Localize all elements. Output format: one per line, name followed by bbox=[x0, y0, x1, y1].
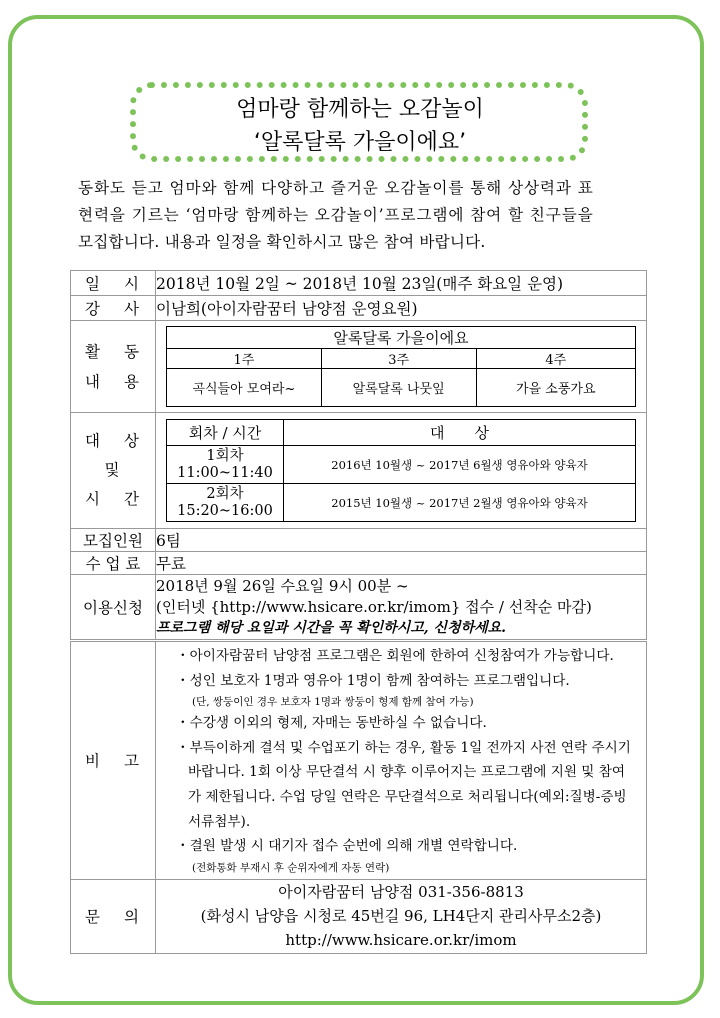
apply-line-2: (인터넷 {http://www.hsicare.or.kr/imom} 접수 / 선착순 마감) bbox=[156, 597, 592, 616]
intro-paragraph bbox=[78, 175, 644, 256]
week-1-header: 1주 bbox=[167, 349, 322, 369]
recruit-label: 모집인원 bbox=[71, 529, 156, 552]
instructor-label-b: 사 bbox=[124, 300, 141, 318]
target-label-3b: 간 bbox=[124, 490, 141, 508]
row-date bbox=[71, 271, 647, 296]
row-remarks bbox=[71, 641, 647, 880]
week-3-content: 알록달록 나뭇잎 bbox=[321, 369, 476, 407]
row-recruit bbox=[71, 529, 647, 552]
week-1-content: 곡식들아 모여라~ bbox=[167, 369, 322, 407]
date-label-a: 일 bbox=[85, 275, 102, 293]
row-activity bbox=[71, 321, 647, 413]
row-instructor bbox=[71, 296, 647, 321]
remark-1: ・아이자람꿈터 남양점 프로그램은 회원에 한하여 신청참여가 가능합니다. bbox=[176, 648, 614, 664]
target-label-1a: 대 bbox=[85, 432, 102, 450]
week-4-content: 가을 소풍가요 bbox=[476, 369, 635, 407]
session-1-target: 2016년 10월생 ~ 2017년 6월생 영유아와 양육자 bbox=[284, 446, 636, 484]
row-apply bbox=[71, 575, 647, 641]
contact-address: (화성시 남양읍 시청로 45번길 96, LH4단지 관리사무소2층) bbox=[200, 907, 602, 926]
activity-schedule-table bbox=[166, 326, 636, 407]
session-2-name: 2회차 bbox=[206, 485, 244, 502]
session-1-name: 1회차 bbox=[206, 447, 244, 464]
session-row-2 bbox=[167, 484, 636, 522]
contact-label-a: 문 bbox=[85, 908, 102, 927]
contact-label-b: 의 bbox=[124, 908, 141, 927]
recruit-value: 6팀 bbox=[156, 529, 647, 552]
session-2-time: 15:20~16:00 bbox=[177, 502, 273, 519]
remark-5: ・결원 발생 시 대기자 접수 순번에 의해 개별 연락합니다. bbox=[176, 838, 518, 855]
title-line-1: 엄마랑 함께하는 오감놀이 bbox=[236, 97, 484, 122]
remark-5-sub: (전화통화 부재시 후 순위자에게 자동 연락) bbox=[192, 861, 390, 874]
activity-label-b2: 용 bbox=[124, 372, 141, 391]
session-1-time: 11:00~11:40 bbox=[177, 464, 273, 481]
target-col-header: 대 상 bbox=[284, 420, 636, 446]
session-row-1 bbox=[167, 446, 636, 484]
intro-line-1: 동화도 듣고 엄마와 함께 다양하고 즐거운 오감놀이를 통해 상상력과 표 bbox=[78, 179, 594, 197]
activity-label-b1: 동 bbox=[124, 342, 141, 361]
apply-line-3: 프로그램 해당 요일과 시간을 꼭 확인하시고, 신청하세요. bbox=[156, 619, 507, 636]
intro-line-3: 모집합니다. 내용과 일정을 확인하시고 많은 참여 바랍니다. bbox=[78, 233, 486, 251]
fee-label: 수 업 료 bbox=[71, 552, 156, 575]
row-fee bbox=[71, 552, 647, 575]
intro-line-2: 현력을 기르는 ‘엄마랑 함께하는 오감놀이’프로그램에 참여 할 친구들을 bbox=[78, 206, 594, 224]
date-label-b: 시 bbox=[124, 275, 141, 293]
contact-url: http://www.hsicare.or.kr/imom bbox=[285, 931, 517, 950]
fee-value: 무료 bbox=[156, 552, 647, 575]
row-target bbox=[71, 413, 647, 529]
session-table bbox=[166, 419, 636, 522]
apply-line-1: 2018년 9월 26일 수요일 9시 00분 ~ bbox=[156, 576, 409, 595]
activity-table-title: 알록달록 가을이에요 bbox=[167, 327, 636, 349]
target-label-3a: 시 bbox=[85, 490, 102, 508]
remark-4: ・부득이하게 결석 및 수업포기 하는 경우, 활동 1일 전까지 사전 연락 주시기 바랍니다. 1회 이상 무단결석 시 향후 이루어지는 프로그램에 지원 및 참여가 제한됩니다. 수업 당일 연락은 무단결석으로 처리됩니다(예외:질병-증빙서류첨부). bbox=[176, 739, 631, 830]
title-line-2: ‘알록달록 가을이에요’ bbox=[253, 130, 467, 155]
instructor-label-a: 강 bbox=[85, 300, 102, 318]
target-label-1b: 상 bbox=[124, 432, 141, 450]
activity-label-a1: 활 bbox=[85, 342, 102, 361]
contact-line-1: 아이자람꿈터 남양점 031-356-8813 bbox=[278, 883, 524, 902]
week-4-header: 4주 bbox=[476, 349, 635, 369]
remark-2-sub: (단, 쌍둥이인 경우 보호자 1명과 쌍둥이 형제 함께 참여 가능) bbox=[192, 696, 474, 709]
instructor-value: 이남희(아이자람꿈터 남양점 운영요원) bbox=[156, 296, 647, 321]
info-table bbox=[70, 270, 647, 954]
remark-2: ・성인 보호자 1명과 영유아 1명이 함께 참여하는 프로그램입니다. bbox=[176, 672, 570, 689]
date-value: 2018년 10월 2일 ~ 2018년 10월 23일(매주 화요일 운영) bbox=[156, 271, 647, 296]
remarks-label-b: 고 bbox=[124, 752, 141, 771]
activity-label-a2: 내 bbox=[85, 372, 102, 391]
apply-label: 이용신청 bbox=[71, 575, 156, 641]
session-col-header: 회차 / 시간 bbox=[167, 420, 284, 446]
remark-3: ・수강생 이외의 형제, 자매는 동반하실 수 없습니다. bbox=[176, 715, 487, 732]
target-label-2: 및 bbox=[104, 461, 122, 479]
remarks-label-a: 비 bbox=[85, 752, 102, 771]
week-3-header: 3주 bbox=[321, 349, 476, 369]
session-2-target: 2015년 10월생 ~ 2017년 2월생 영유아와 양육자 bbox=[284, 484, 636, 522]
row-contact bbox=[71, 879, 647, 953]
